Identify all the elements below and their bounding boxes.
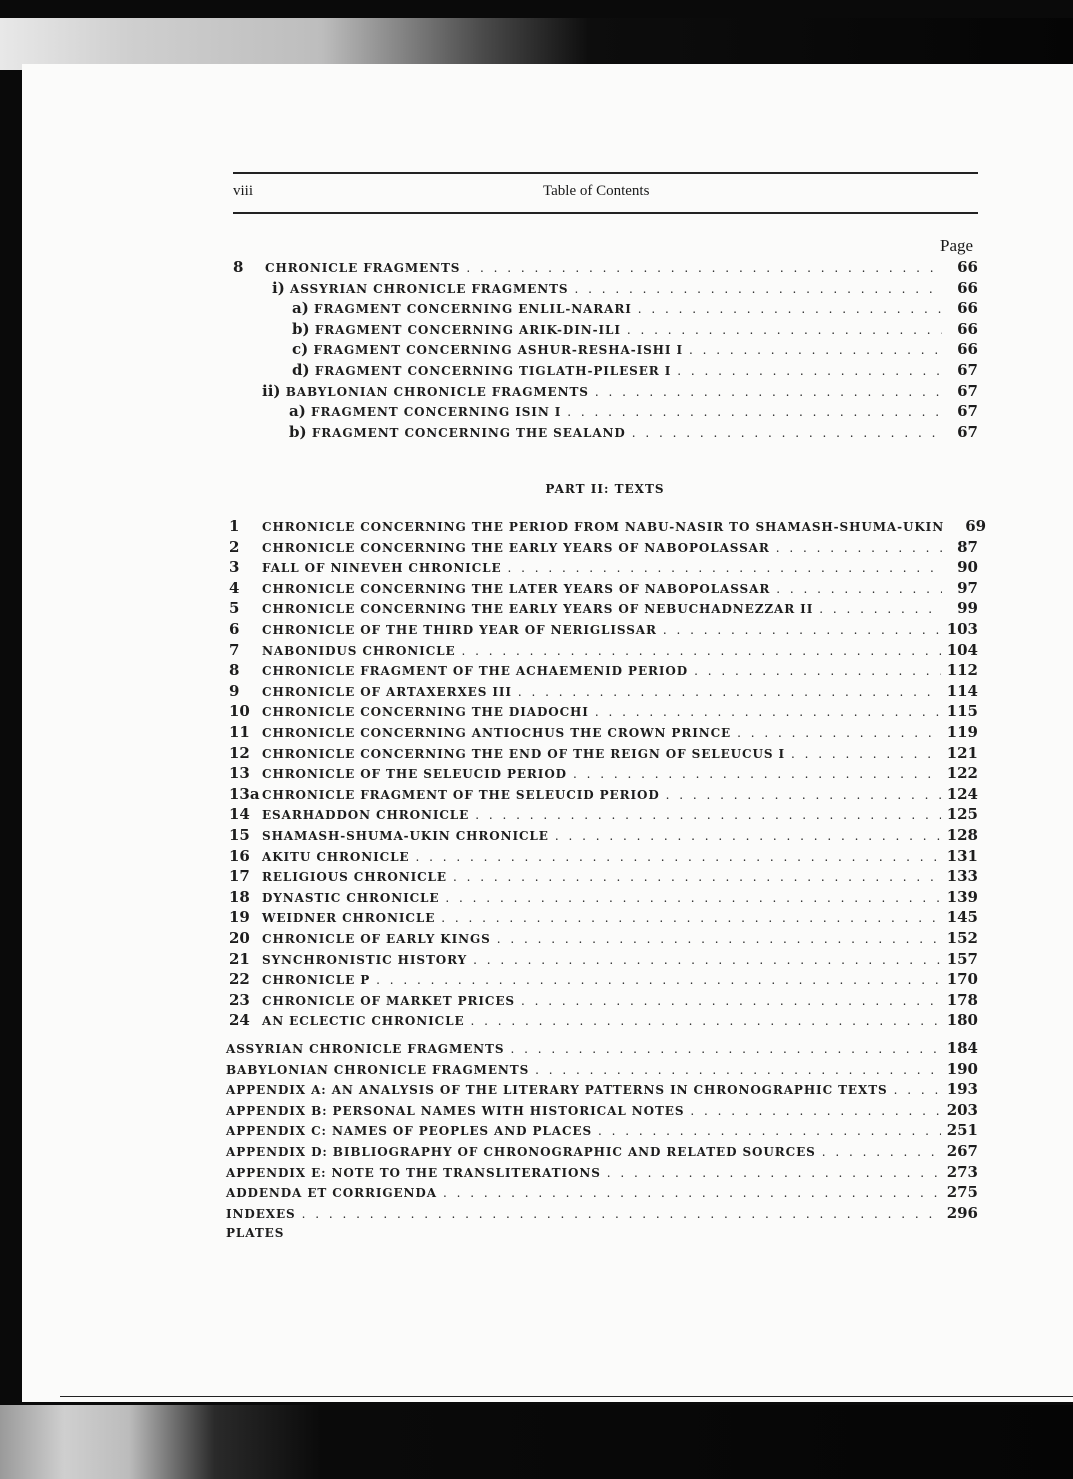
- entry-page: 273: [946, 1162, 978, 1181]
- dot-leader: [473, 950, 941, 970]
- entry-title: [289, 422, 626, 443]
- entry-number: 15: [229, 826, 250, 844]
- entry-label: CHRONICLE OF THE THIRD YEAR OF NERIGLISSAR: [262, 623, 657, 637]
- entry-label: CHRONICLE CONCERNING THE END OF THE REIGN OF SELEUCUS I: [262, 746, 785, 761]
- entry-page: 103: [946, 620, 978, 638]
- entry-prefix: c): [292, 340, 314, 359]
- entry-page: 125: [946, 805, 978, 824]
- toc-entry: [226, 1120, 978, 1140]
- toc-entry: [292, 298, 978, 318]
- entry-page: 66: [957, 299, 978, 318]
- dot-leader: [567, 402, 942, 422]
- toc-entry: [292, 339, 978, 359]
- entry-title: [262, 744, 785, 764]
- entry-title: [262, 599, 813, 619]
- entry-title: [226, 1060, 529, 1080]
- entry-page: 67: [957, 402, 978, 421]
- toc-entry: [226, 1223, 978, 1243]
- entry-label: FRAGMENT CONCERNING TIGLATH-PILESER I: [314, 364, 672, 378]
- entry-number: 18: [229, 887, 250, 906]
- running-title: Table of Contents: [543, 183, 650, 199]
- entry-page: 170: [946, 970, 978, 989]
- dot-leader: [466, 258, 942, 278]
- entry-label: FRAGMENT CONCERNING ARIK-DIN-ILI: [314, 322, 621, 337]
- toc-entry: [229, 784, 978, 804]
- dot-leader: [574, 279, 942, 299]
- entry-label: CHRONICLE CONCERNING THE EARLY YEARS OF NEBUCHADNEZZAR II: [262, 602, 814, 617]
- entry-label: APPENDIX C: NAMES OF PEOPLES AND PLACES: [226, 1124, 593, 1139]
- entry-label: ESARHADDON CHRONICLE: [262, 808, 470, 823]
- entry-page: 114: [946, 681, 978, 700]
- toc-entry: [226, 1038, 978, 1058]
- toc-entry: [229, 928, 978, 948]
- entry-page: 67: [957, 361, 978, 379]
- entry-label: CHRONICLE FRAGMENT OF THE SELEUCID PERIOD: [262, 787, 660, 802]
- entry-number: 5: [229, 599, 240, 618]
- entry-label: CHRONICLE OF ARTAXERXES III: [262, 684, 512, 699]
- toc-entry: [229, 722, 978, 742]
- entry-number: 24: [229, 1011, 250, 1030]
- toc-entry: [272, 278, 978, 298]
- entry-page: 112: [946, 661, 978, 680]
- toc-entry: [226, 1182, 978, 1202]
- toc-entry: [229, 557, 978, 577]
- dot-leader: [607, 1163, 941, 1183]
- entry-label: APPENDIX A: AN ANALYSIS OF THE LITERARY PATTERNS IN CHRONOGRAPHIC TEXTS: [226, 1083, 888, 1098]
- entry-page: 157: [946, 949, 978, 968]
- entry-number: 22: [229, 970, 250, 989]
- entry-number: 3: [229, 558, 240, 577]
- entry-title: [262, 805, 469, 825]
- entry-page: 193: [946, 1080, 978, 1099]
- dot-leader: [462, 641, 941, 661]
- entry-number: 16: [229, 846, 250, 865]
- entry-page: 184: [946, 1039, 978, 1057]
- toc-entry: [229, 701, 978, 721]
- entry-label: AKITU CHRONICLE: [262, 849, 410, 864]
- toc-entry: [229, 763, 978, 783]
- entry-prefix: i): [272, 278, 291, 297]
- entry-title: [262, 682, 512, 702]
- entry-title: [262, 723, 731, 743]
- dot-leader: [638, 299, 942, 319]
- entry-page: 190: [946, 1059, 978, 1078]
- toc-entry: [226, 1162, 978, 1182]
- toc-entry: [229, 578, 978, 598]
- toc-entry: [229, 846, 978, 866]
- entry-title: [262, 785, 660, 805]
- entry-page: 90: [957, 558, 978, 577]
- entry-title: [262, 538, 770, 558]
- dot-leader: [819, 599, 942, 619]
- entry-title: [262, 661, 688, 681]
- dot-leader: [475, 805, 941, 825]
- entry-label: PLATES: [226, 1226, 285, 1241]
- entry-prefix: a): [292, 299, 315, 318]
- entry-label: CHRONICLE CONCERNING ANTIOCHUS THE CROWN PRINCE: [262, 726, 732, 740]
- entry-title: [226, 1121, 592, 1141]
- entry-title: [226, 1080, 888, 1100]
- entry-page: 296: [946, 1203, 978, 1222]
- entry-page: 251: [946, 1121, 978, 1140]
- entry-number: 10: [229, 702, 250, 721]
- dot-leader: [632, 423, 942, 443]
- entry-page: 152: [946, 929, 978, 947]
- entry-page: 178: [946, 990, 978, 1009]
- entry-label: BABYLONIAN CHRONICLE FRAGMENTS: [285, 384, 589, 399]
- entry-title: [262, 641, 456, 661]
- entry-label: CHRONICLE OF THE SELEUCID PERIOD: [262, 767, 567, 782]
- dot-leader: [690, 1101, 940, 1121]
- entry-label: APPENDIX B: PERSONAL NAMES WITH HISTORICAL NOTES: [226, 1103, 685, 1118]
- entry-label: ASSYRIAN CHRONICLE FRAGMENTS: [290, 281, 569, 296]
- entry-title: [262, 888, 439, 908]
- entry-label: FALL OF NINEVEH CHRONICLE: [262, 561, 502, 576]
- toc-entry: [229, 1010, 978, 1030]
- entry-page: 203: [946, 1100, 978, 1119]
- entry-label: BABYLONIAN CHRONICLE FRAGMENTS: [226, 1062, 530, 1077]
- entry-prefix: d): [292, 361, 315, 379]
- entry-label: CHRONICLE CONCERNING THE PERIOD FROM NABU-NASIR TO SHAMASH-SHUMA-UKIN: [262, 520, 945, 534]
- dot-leader: [822, 1142, 941, 1162]
- dot-leader: [663, 620, 941, 640]
- toc-entry: [233, 257, 978, 277]
- entry-label: APPENDIX E: NOTE TO THE TRANSLITERATIONS: [226, 1165, 601, 1180]
- entry-label: CHRONICLE FRAGMENT OF THE ACHAEMENID PERIOD: [262, 664, 689, 679]
- entry-label: FRAGMENT CONCERNING ENLIL-NARARI: [314, 302, 632, 317]
- toc-entry: [289, 401, 978, 421]
- dot-leader: [627, 320, 942, 340]
- entry-prefix: b): [289, 422, 312, 441]
- entry-title: [262, 381, 589, 402]
- entry-number: 1: [229, 517, 240, 535]
- entry-label: WEIDNER CHRONICLE: [262, 911, 436, 926]
- entry-number: 13: [229, 764, 250, 783]
- entry-title: [262, 764, 567, 784]
- dot-leader: [894, 1080, 941, 1100]
- entry-page: 275: [946, 1183, 978, 1202]
- toc-entry: [229, 866, 978, 886]
- entry-title: [292, 298, 632, 319]
- entry-title: [292, 319, 621, 340]
- entry-page: 87: [957, 537, 978, 556]
- entry-number: 21: [229, 949, 250, 968]
- entry-title: [262, 991, 515, 1011]
- dot-leader: [443, 1183, 941, 1203]
- entry-title: [262, 1011, 465, 1031]
- entry-title: [262, 558, 502, 578]
- entry-number: 2: [229, 537, 240, 556]
- entry-label: SYNCHRONISTIC HISTORY: [262, 952, 468, 967]
- toc-entry: [226, 1059, 978, 1079]
- toc-entry: [226, 1079, 978, 1099]
- entry-label: FRAGMENT CONCERNING ASHUR-RESHA-ISHI I: [313, 343, 683, 358]
- entry-label: DYNASTIC CHRONICLE: [262, 890, 440, 905]
- entry-prefix: ii): [262, 381, 286, 400]
- toc-entry: [229, 537, 978, 557]
- entry-label: FRAGMENT CONCERNING ISIN I: [311, 405, 562, 420]
- toc-entry: [229, 907, 978, 927]
- entry-label: ADDENDA ET CORRIGENDA: [226, 1186, 437, 1201]
- entry-page: 139: [946, 887, 978, 906]
- entry-page: 119: [946, 723, 978, 741]
- entry-page: 66: [957, 340, 978, 359]
- dot-leader: [518, 682, 941, 702]
- entry-label: RELIGIOUS CHRONICLE: [262, 870, 447, 885]
- dot-leader: [791, 744, 941, 764]
- entry-title: [262, 579, 770, 599]
- dot-leader: [508, 558, 942, 578]
- dot-leader: [776, 579, 942, 599]
- toc-entry: [229, 619, 978, 639]
- dot-leader: [677, 361, 942, 381]
- entry-label: CHRONICLE CONCERNING THE LATER YEARS OF NABOPOLASSAR: [262, 581, 771, 596]
- entry-label: INDEXES: [226, 1206, 296, 1221]
- entry-page: 145: [946, 908, 978, 927]
- dot-leader: [521, 991, 941, 1011]
- entry-page: 67: [957, 422, 978, 441]
- entry-title: [262, 867, 447, 887]
- entry-label: CHRONICLE OF EARLY KINGS: [262, 932, 491, 946]
- entry-page: 124: [946, 784, 978, 803]
- toc-entry: [229, 598, 978, 618]
- entry-label: AN ECLECTIC CHRONICLE: [262, 1014, 465, 1029]
- entry-label: FRAGMENT CONCERNING THE SEALAND: [311, 425, 626, 440]
- entry-title: [226, 1142, 816, 1162]
- dot-leader: [445, 888, 940, 908]
- entry-number: 8: [229, 661, 240, 680]
- entry-page: 267: [946, 1142, 978, 1160]
- dot-leader: [376, 970, 941, 990]
- entry-label: SHAMASH-SHUMA-UKIN CHRONICLE: [262, 829, 549, 843]
- entry-page: 99: [957, 599, 978, 618]
- entry-title: [226, 1223, 284, 1243]
- dot-leader: [415, 847, 940, 867]
- entry-number: 8: [233, 258, 244, 276]
- entry-title: [262, 847, 409, 867]
- entry-page: 133: [946, 867, 978, 886]
- entry-label: APPENDIX D: BIBLIOGRAPHY OF CHRONOGRAPHIC AND RELATED SOURCES: [226, 1145, 816, 1159]
- toc-entry: [292, 319, 978, 339]
- entry-page: 66: [957, 278, 978, 297]
- entry-label: CHRONICLE CONCERNING THE EARLY YEARS OF NABOPOLASSAR: [262, 540, 770, 555]
- toc-entry: [226, 1203, 978, 1223]
- entry-page: 115: [946, 702, 978, 721]
- entry-label: CHRONICLE FRAGMENTS: [265, 261, 461, 275]
- entry-title: [262, 970, 370, 990]
- entry-title: [262, 908, 435, 928]
- entry-title: [292, 360, 671, 381]
- entry-page: 180: [946, 1011, 978, 1030]
- entry-number: 9: [229, 681, 240, 700]
- toc-entry: [229, 660, 978, 680]
- entry-label: NABONIDUS CHRONICLE: [262, 643, 456, 658]
- entry-title: [262, 620, 657, 640]
- entry-title: [262, 950, 467, 970]
- entry-page: 69: [965, 517, 987, 535]
- entry-number: 19: [229, 908, 250, 927]
- dot-leader: [573, 764, 941, 784]
- page-column-label: Page: [940, 236, 974, 255]
- entry-title: [262, 517, 944, 537]
- toc-entry: [229, 990, 978, 1010]
- dot-leader: [595, 702, 941, 722]
- entry-page: 66: [957, 258, 978, 276]
- dot-leader: [776, 538, 942, 558]
- toc-entry: [289, 422, 978, 442]
- dot-leader: [302, 1204, 941, 1224]
- dot-leader: [471, 1011, 941, 1031]
- toc-entry: [229, 825, 978, 845]
- dot-leader: [441, 908, 940, 928]
- entry-number: 7: [229, 640, 240, 659]
- entry-page: 67: [957, 381, 978, 400]
- entry-title: [262, 929, 491, 949]
- entry-number: 12: [229, 743, 250, 762]
- entry-number: 14: [229, 805, 250, 824]
- toc-entry: [229, 804, 978, 824]
- entry-number: 17: [229, 867, 250, 886]
- entry-title: [262, 826, 549, 846]
- entry-title: [272, 278, 568, 299]
- part-title: PART II: TEXTS: [545, 482, 665, 496]
- dot-leader: [689, 340, 942, 360]
- entry-title: [226, 1204, 296, 1224]
- dot-leader: [510, 1039, 940, 1059]
- entry-page: 122: [946, 764, 978, 783]
- entry-number: 6: [229, 620, 240, 638]
- entry-label: CHRONICLE CONCERNING THE DIADOCHI: [262, 705, 589, 720]
- page-number: viii: [233, 183, 254, 199]
- toc-entry: [262, 381, 978, 401]
- entry-label: CHRONICLE P: [262, 973, 371, 988]
- toc-entry: [229, 681, 978, 701]
- entry-title: [292, 339, 683, 360]
- dot-leader: [737, 723, 941, 743]
- entry-page: 66: [957, 319, 978, 338]
- entry-label: ASSYRIAN CHRONICLE FRAGMENTS: [226, 1042, 505, 1056]
- entry-page: 128: [946, 826, 978, 844]
- toc-entry: [226, 1100, 978, 1120]
- entry-page: 131: [946, 846, 978, 865]
- entry-page: 97: [957, 578, 978, 597]
- entry-number: 23: [229, 990, 250, 1009]
- entry-number: 13a: [229, 784, 260, 803]
- entry-title: [226, 1039, 504, 1059]
- dot-leader: [535, 1060, 941, 1080]
- toc-entry: [229, 516, 987, 536]
- toc-entry: [292, 360, 978, 380]
- entry-page: 104: [946, 640, 978, 659]
- toc-entry: [229, 969, 978, 989]
- toc-entry: [229, 743, 978, 763]
- dot-leader: [666, 785, 941, 805]
- entry-title: [226, 1183, 437, 1203]
- entry-page: 121: [946, 743, 978, 762]
- entry-prefix: b): [292, 319, 315, 338]
- entry-title: [226, 1101, 684, 1121]
- dot-leader: [694, 661, 941, 681]
- dot-leader: [598, 1121, 941, 1141]
- toc-entry: [226, 1141, 978, 1161]
- dot-leader: [595, 382, 942, 402]
- dot-leader: [497, 929, 941, 949]
- entry-prefix: a): [289, 402, 312, 421]
- entry-number: 11: [229, 723, 250, 741]
- toc-entry: [229, 640, 978, 660]
- dot-leader: [453, 867, 941, 887]
- toc-entry: [229, 887, 978, 907]
- dot-leader: [555, 826, 941, 846]
- entry-title: [262, 702, 589, 722]
- toc-entry: [229, 949, 978, 969]
- entry-title: [265, 258, 460, 278]
- entry-title: [289, 401, 561, 422]
- entry-title: [226, 1163, 601, 1183]
- entry-number: 4: [229, 578, 240, 597]
- entry-label: CHRONICLE OF MARKET PRICES: [262, 993, 515, 1008]
- entry-number: 20: [229, 929, 250, 947]
